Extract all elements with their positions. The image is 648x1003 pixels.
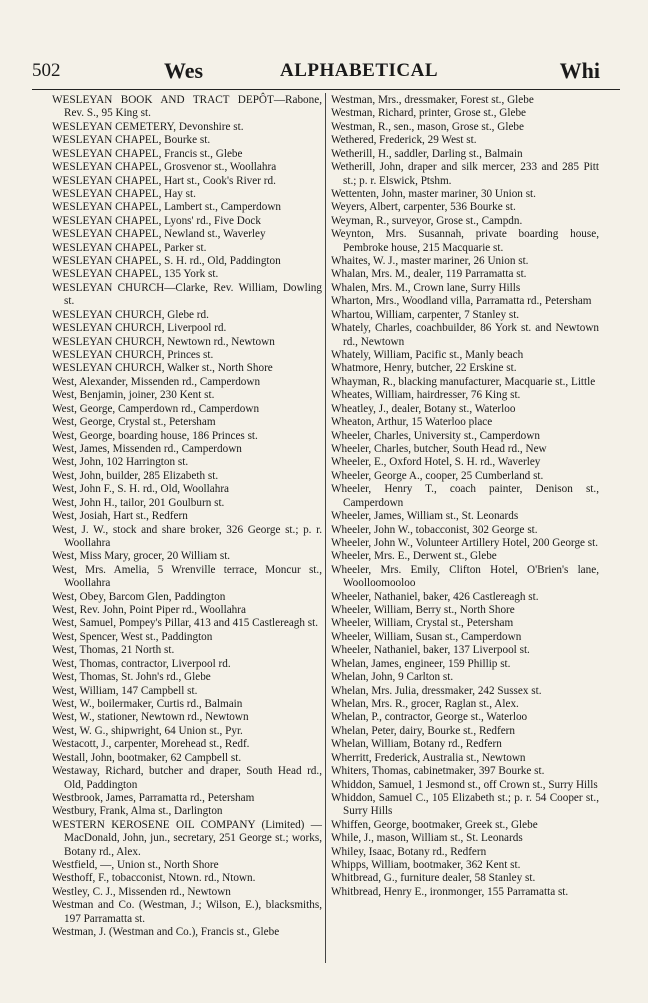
directory-entry: Westaway, Richard, butcher and draper, South Head rd., Old, Paddington [52,765,322,791]
directory-entry: Whiters, Thomas, cabinetmaker, 397 Bourke st. [331,765,545,778]
header-first-word: Wes [164,58,204,83]
directory-entry: WESLEYAN BOOK AND TRACT DEPÔT—Rabone, Rev. S., 95 King st. [52,94,322,120]
right-column [331,94,599,899]
directory-entry: Wheeler, Mrs. E., Derwent st., Glebe [331,550,497,563]
directory-entry: West, Thomas, contractor, Liverpool rd. [52,657,231,670]
directory-entry: WESLEYAN CHAPEL, Bourke st. [52,134,211,147]
directory-entry: West, John H., tailor, 201 Goulburn st. [52,496,225,509]
directory-entry: West, George, boarding house, 186 Princes st. [52,429,258,442]
directory-entry: West, James, Missenden rd., Camperdown [52,442,242,455]
directory-entry: Westbrook, James, Parramatta rd., Petersham [52,791,255,804]
directory-entry: WESLEYAN CHAPEL, S. H. rd., Old, Paddington [52,255,281,268]
directory-entry: Whipps, William, bootmaker, 362 Kent st. [331,859,521,872]
directory-entry: West, George, Crystal st., Petersham [52,416,216,429]
directory-entry: Wheeler, Charles, butcher, South Head rd., New [331,442,547,455]
directory-entry: Whelan, William, Botany rd., Redfern [331,738,502,751]
directory-entry: Westfield, —, Union st., North Shore [52,859,219,872]
directory-entry: Whelan, James, engineer, 159 Phillip st. [331,657,511,670]
directory-entry: WESLEYAN CHAPEL, Lyons' rd., Five Dock [52,214,261,227]
directory-entry: Whately, William, Pacific st., Manly beach [331,349,524,362]
directory-entry: Westacott, J., carpenter, Morehead st., Redf. [52,738,250,751]
directory-entry: Wherritt, Frederick, Australia st., Newtown [331,751,526,764]
directory-entry: Whalen, Mrs. M., Crown lane, Surry Hills [331,281,521,294]
directory-entry: West, John, builder, 285 Elizabeth st. [52,469,219,482]
directory-entry: Wheeler, John W., Volunteer Artillery Hotel, 200 George st. [331,536,599,549]
directory-entry: WESLEYAN CHAPEL, Newland st., Waverley [52,228,266,241]
directory-entry: Wheeler, William, Berry st., North Shore [331,604,515,617]
directory-entry: Whelan, John, 9 Carlton st. [331,671,454,684]
directory-entry: Westman, R., sen., mason, Grose st., Glebe [331,120,524,133]
directory-entry: Whalan, Mrs. M., dealer, 119 Parramatta st. [331,268,527,281]
directory-entry: WESLEYAN CHAPEL, 135 York st. [52,268,219,281]
directory-entry: West, George, Camperdown rd., Camperdown [52,402,260,415]
directory-entry: WESLEYAN CHAPEL, Hay st. [52,187,196,200]
header-rule [32,89,620,90]
directory-entry: West, Josiah, Hart st., Redfern [52,510,188,523]
directory-entry: Whately, Charles, coachbuilder, 86 York st. and Newtown rd., Newtown [331,322,599,348]
directory-entry: WESLEYAN CHAPEL, Lambert st., Camperdown [52,201,281,214]
directory-entry: Wheeler, William, Crystal st., Petersham [331,617,514,630]
directory-entry: Westhoff, F., tobacconist, Ntown. rd., Ntown. [52,872,256,885]
directory-entry: Wethered, Frederick, 29 West st. [331,134,477,147]
directory-entry: West, William, 147 Campbell st. [52,684,198,697]
directory-entry: Whatmore, Henry, butcher, 22 Erskine st. [331,362,517,375]
header-last-word: Whi [559,58,600,83]
directory-entry: Westman, Richard, printer, Grose st., Glebe [331,107,526,120]
directory-entry: Westall, John, bootmaker, 62 Campbell st. [52,751,242,764]
directory-entry: Whelan, Peter, dairy, Bourke st., Redfern [331,724,515,737]
directory-entry: West, Thomas, St. John's rd., Glebe [52,671,211,684]
directory-entry: Westbury, Frank, Alma st., Darlington [52,805,223,818]
directory-entry: West, Benjamin, joiner, 230 Kent st. [52,389,215,402]
directory-entry: West, Miss Mary, grocer, 20 William st. [52,550,231,563]
directory-entry: Whelan, P., contractor, George st., Waterloo [331,711,528,724]
directory-entry: Westley, C. J., Missenden rd., Newtown [52,885,231,898]
directory-entry: Wheates, William, hairdresser, 76 King st. [331,389,521,402]
left-column [52,94,322,940]
directory-entry: WESLEYAN CHURCH, Glebe rd. [52,308,209,321]
directory-entry: Wheeler, E., Oxford Hotel, S. H. rd., Waverley [331,456,541,469]
directory-entry: Wheeler, George A., cooper, 25 Cumberland st. [331,469,544,482]
directory-entry: Wheeler, John W., tobacconist, 302 George st. [331,523,538,536]
directory-entry: Wheeler, Mrs. Emily, Clifton Hotel, O'Brien's lane, Woolloomooloo [331,563,599,590]
directory-entry: Westman and Co. (Westman, J.; Wilson, E.), blacksmiths, 197 Parramatta st. [52,899,322,925]
directory-entry: Wheaton, Arthur, 15 Waterloo place [331,416,493,429]
page-header [32,58,620,88]
directory-entry: Wheeler, Nathaniel, baker, 137 Liverpool st. [331,644,530,657]
directory-entry: Whiffen, George, bootmaker, Greek st., Glebe [331,818,538,831]
directory-entry: WESLEYAN CHAPEL, Hart st., Cook's River rd. [52,174,276,187]
directory-entry: West, John, 102 Harrington st. [52,456,189,469]
directory-entry: Whayman, R., blacking manufacturer, Macquarie st., Little [331,375,596,388]
column-divider [325,93,326,963]
directory-entry: West, Obey, Barcom Glen, Paddington [52,590,226,603]
directory-entry: WESLEYAN CHURCH, Newtown rd., Newtown [52,335,275,348]
directory-entry: Whartou, William, carpenter, 7 Stanley st. [331,308,520,321]
directory-entry: While, J., mason, William st., St. Leonards [331,832,523,845]
directory-entry: Wettenten, John, master mariner, 30 Union st. [331,187,536,200]
directory-entry: Whiddon, Samuel C., 105 Elizabeth st.; p. r. 54 Cooper st., Surry Hills [331,791,599,818]
directory-entry: Weyman, R., surveyor, Grose st., Campdn. [331,214,523,227]
directory-entry: West, Alexander, Missenden rd., Camperdown [52,375,261,388]
directory-entry: Whaites, W. J., master mariner, 26 Union st. [331,255,529,268]
directory-entry: Westman, J. (Westman and Co.), Francis st., Glebe [52,926,280,939]
directory-entry: WESLEYAN CHURCH—Clarke, Rev. William, Dowling st. [52,281,322,308]
directory-entry: West, W., stationer, Newtown rd., Newtown [52,711,249,724]
directory-entry: Whitbread, Henry E., ironmonger, 155 Parramatta st. [331,885,569,898]
directory-entry: WESLEYAN CHAPEL, Parker st. [52,241,207,254]
directory-entry: Whiddon, Samuel, 1 Jesmond st., off Crown st., Surry Hills [331,778,598,791]
directory-entry: Wetherill, H., saddler, Darling st., Balmain [331,147,523,160]
directory-entry: Westman, Mrs., dressmaker, Forest st., Glebe [331,94,534,106]
directory-entry: Whiley, Isaac, Botany rd., Redfern [331,845,487,858]
directory-entry: West, Samuel, Pompey's Pillar, 413 and 415 Castlereagh st. [52,617,319,630]
directory-entry: Wheeler, James, William st., St. Leonards [331,510,519,523]
directory-entry: Weynton, Mrs. Susannah, private boarding house, Pembroke house, 215 Macquarie st. [331,228,599,254]
directory-entry: Wheeler, Charles, University st., Camperdown [331,429,540,442]
directory-entry: WESTERN KEROSENE OIL COMPANY (Limited) —MacDonald, John, jun., secretary, 251 George st.; works, Botany rd., Alex. [52,818,322,858]
directory-entry: Whitbread, G., furniture dealer, 58 Stanley st. [331,872,536,885]
header-title: ALPHABETICAL [280,60,439,81]
directory-entry: Wheeler, William, Susan st., Camperdown [331,630,522,643]
directory-entry: West, Spencer, West st., Paddington [52,630,213,643]
directory-entry: WESLEYAN CEMETERY, Devonshire st. [52,120,244,133]
directory-entry: Wheeler, Nathaniel, baker, 426 Castlereagh st. [331,590,539,603]
directory-entry: Wheatley, J., dealer, Botany st., Waterloo [331,402,516,415]
directory-entry: West, Rev. John, Point Piper rd., Woollahra [52,604,246,617]
directory-entry: West, W., boilermaker, Curtis rd., Balmain [52,697,243,710]
directory-entry: West, J. W., stock and share broker, 326 George st.; p. r. Woollahra [52,523,322,549]
directory-entry: WESLEYAN CHURCH, Liverpool rd. [52,322,227,335]
directory-entry: Weyers, Albert, carpenter, 536 Bourke st. [331,201,516,214]
directory-entry: WESLEYAN CHAPEL, Francis st., Glebe [52,147,243,160]
directory-entry: WESLEYAN CHURCH, Princes st. [52,349,214,362]
directory-entry: Whelan, Mrs. Julia, dressmaker, 242 Sussex st. [331,684,542,697]
directory-entry: West, Mrs. Amelia, 5 Wrenville terrace, Moncur st., Woollahra [52,563,322,590]
directory-entry: WESLEYAN CHAPEL, Grosvenor st., Woollahra [52,161,277,174]
directory-entry: Whelan, Mrs. R., grocer, Raglan st., Alex. [331,697,519,710]
page-number: 502 [32,60,61,81]
directory-entry: WESLEYAN CHURCH, Walker st., North Shore [52,362,273,375]
directory-entry: Wharton, Mrs., Woodland villa, Parramatta rd., Petersham [331,295,592,308]
directory-entry: West, John F., S. H. rd., Old, Woollahra [52,483,230,496]
directory-entry: Wetherill, John, draper and silk mercer, 233 and 285 Pitt st.; p. r. Elswick, Ptshm. [331,161,599,187]
directory-entry: West, W. G., shipwright, 64 Union st., Pyr. [52,724,243,737]
directory-entry: West, Thomas, 21 North st. [52,644,175,657]
directory-entry: Wheeler, Henry T., coach painter, Denison st., Camperdown [331,483,599,509]
